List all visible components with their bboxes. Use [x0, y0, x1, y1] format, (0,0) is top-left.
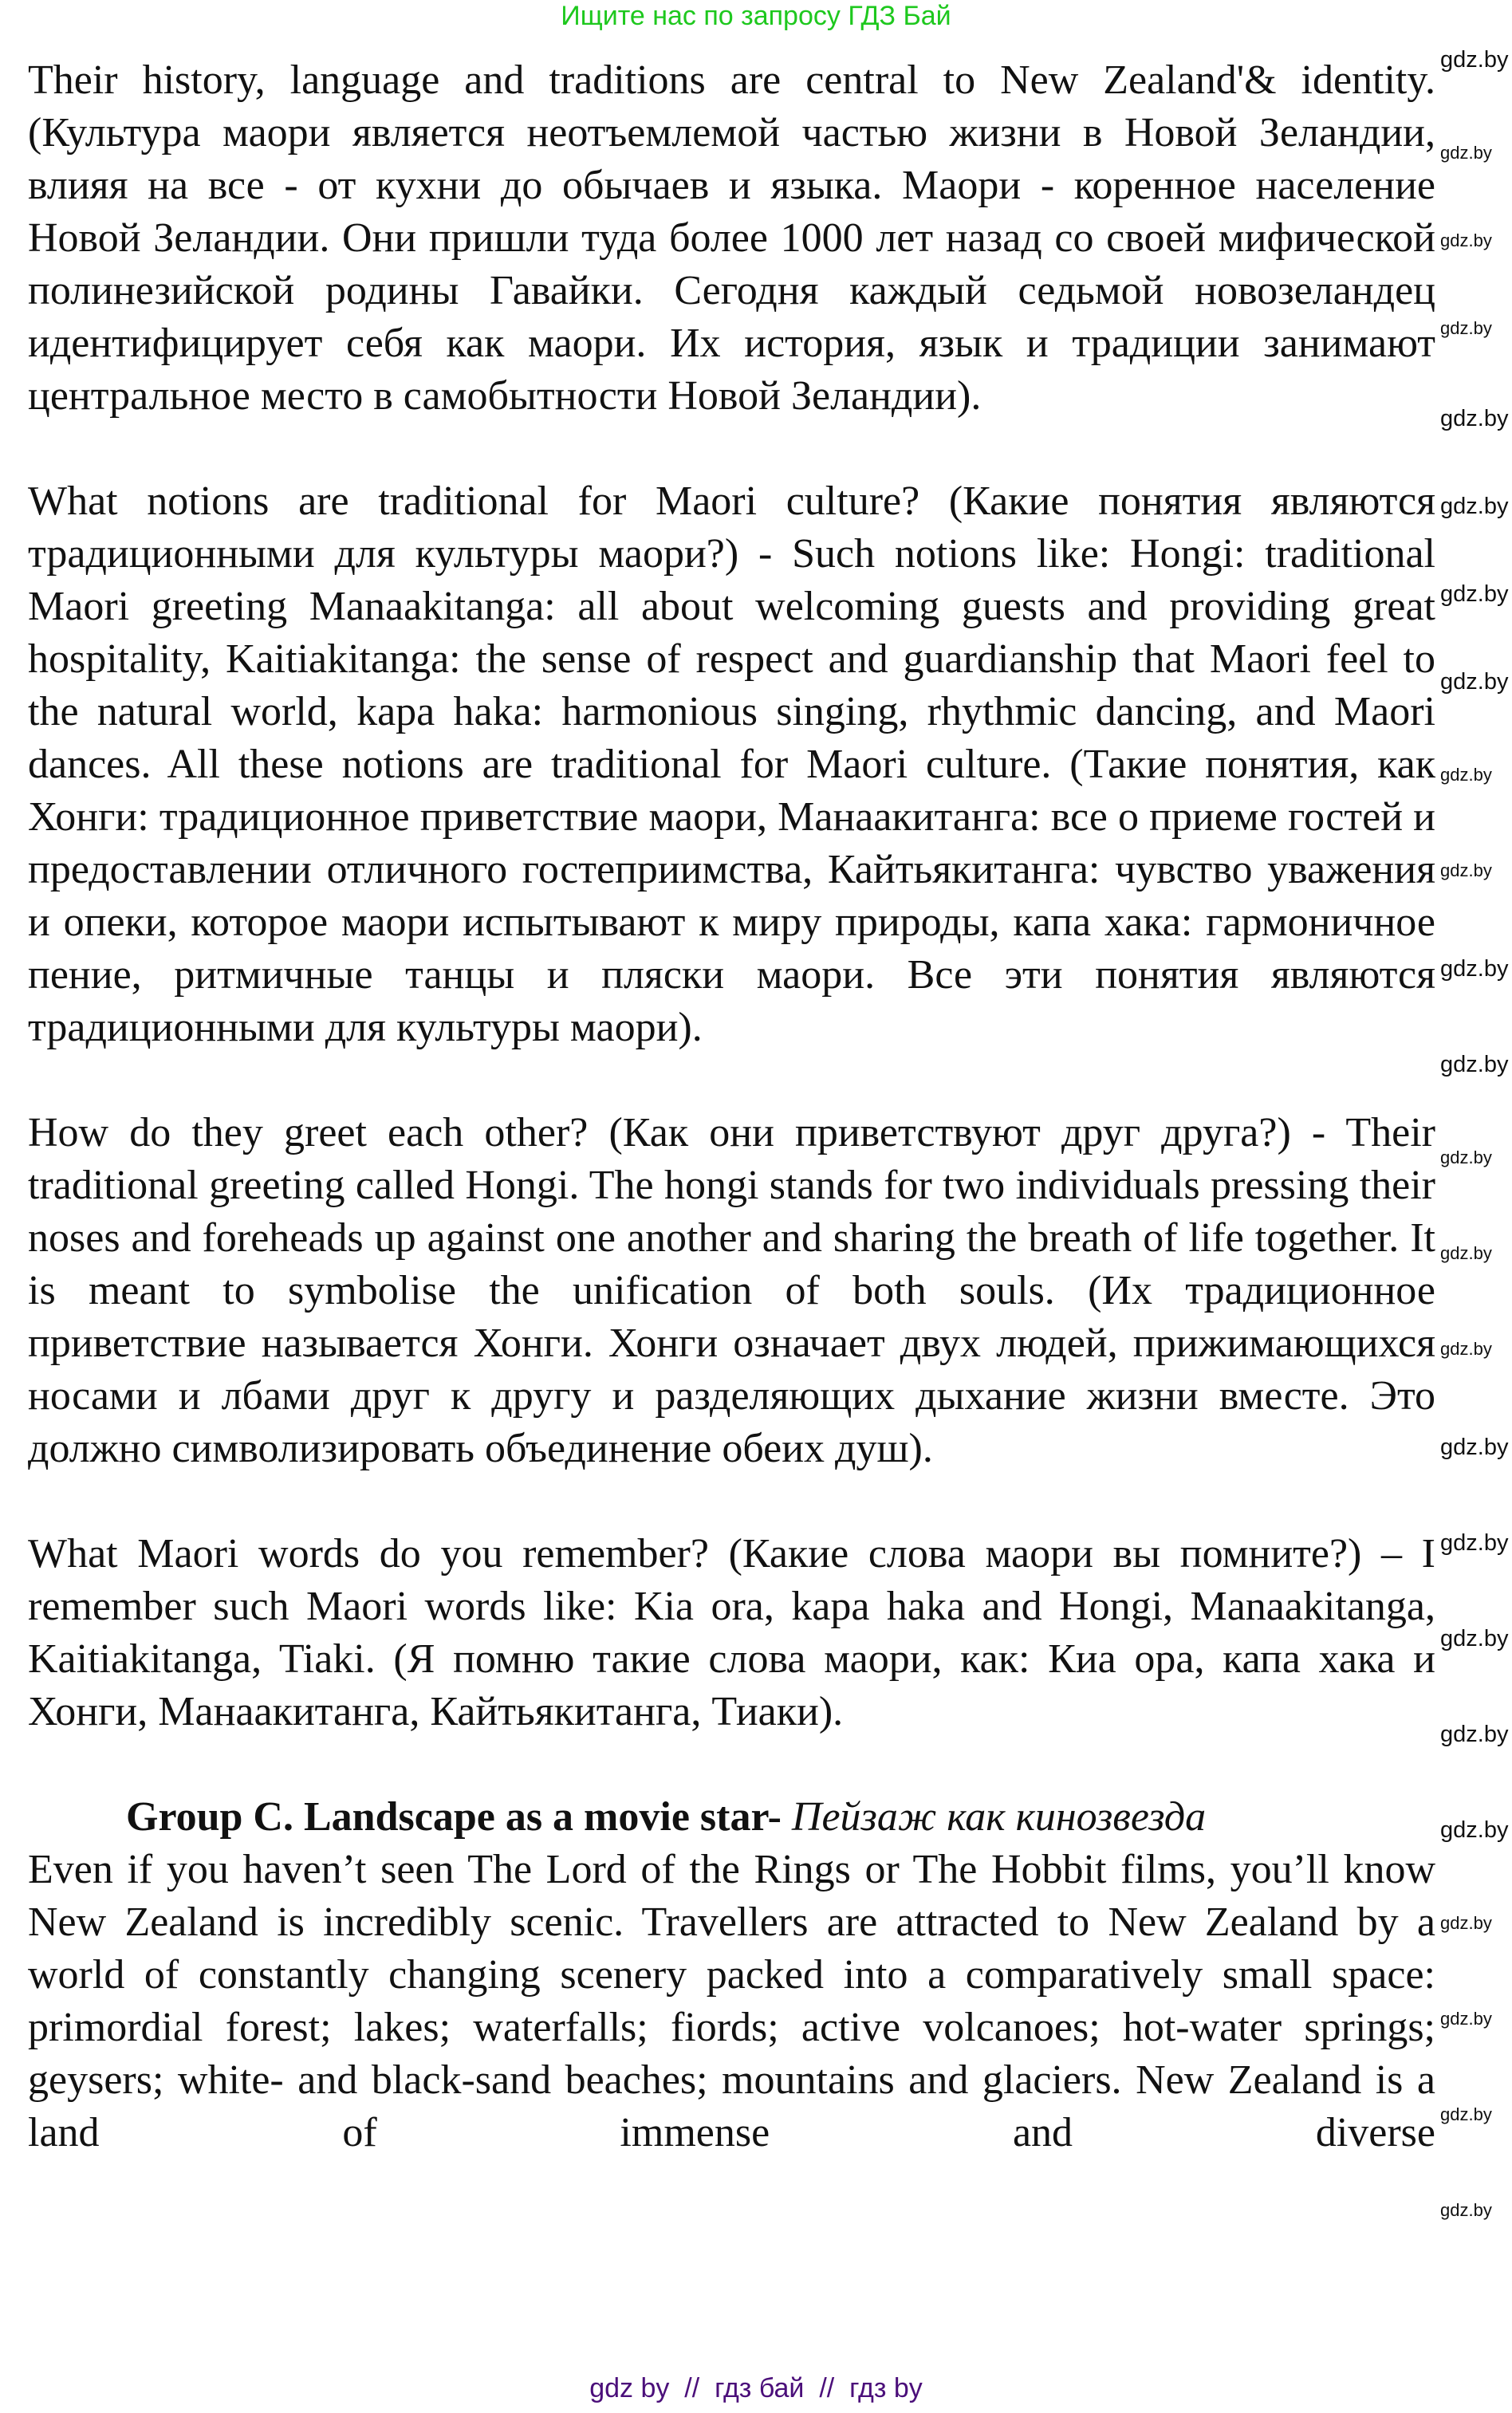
watermark: gdz.by: [1440, 2200, 1492, 2220]
watermark: gdz.by: [1440, 1052, 1509, 1077]
watermark: gdz.by: [1440, 406, 1509, 431]
paragraph-maori-culture: Their history, language and traditions are central to New Zealand'& identity. (Культура маори является неотъемлемой частью жизни в Новой Зеландии, влияя на все - от кухни до обычаев и языка. Маори - коренное население Новой Зеландии. Они пришли туда более 1000 лет назад со своей мифической полинезийской родины Гавайки. Сегодня каждый седьмой новозеландец идентифицирует себя как маори. Их история, язык и традиции занимают центральное место в самобытности Новой Зеландии).: [28, 57, 1435, 419]
watermark: gdz.by: [1440, 1147, 1492, 1167]
watermark: gdz.by: [1440, 494, 1509, 519]
watermark: gdz.by: [1440, 581, 1509, 607]
section-title-ru: Пейзаж как кинозвезда: [781, 1794, 1207, 1840]
paragraph-greeting: How do they greet each other? (Как они приветствуют друг друга?) - Their traditional greeting called Hongi. The hongi stands for two individuals pressing their noses and foreheads up against one another and sharing the breath of life together. It is meant to symbolise the unification of both souls. (Их традиционное приветствие называется Хонги. Хонги означает двух людей, прижимающихся носами и лбами друг к другу и разделяющих дыхание жизни вместе. Это должно символизировать объединение обеих душ).: [28, 1110, 1435, 1471]
watermark: gdz.by: [1440, 1530, 1509, 1556]
paragraph-maori-words: What Maori words do you remember? (Какие слова маори вы помните?) – I remember such Maori words like: Kia ora, kapa haka and Hongi, Manaakitanga, Kaitiakitanga, Tiaki. (Я помню такие слова маори, как: Киа ора, капа хака и Хонги, Манаакитанга, Кайтьякитанга, Тиаки).: [28, 1531, 1435, 1734]
watermark: gdz.by: [1440, 318, 1492, 338]
watermark: gdz.by: [1440, 669, 1509, 695]
watermark: gdz.by: [1440, 1243, 1492, 1263]
watermark: gdz.by: [1440, 2104, 1492, 2124]
watermark: gdz.by: [1440, 765, 1492, 785]
watermark: gdz.by: [1440, 1722, 1509, 1747]
watermark: gdz.by: [1440, 1435, 1509, 1460]
watermark: gdz.by: [1440, 47, 1509, 73]
watermark: gdz.by: [1440, 1339, 1492, 1359]
watermark: gdz.by: [1440, 230, 1492, 250]
paragraph-traditional-notions: What notions are traditional for Maori culture? (Какие понятия являются традиционными для культуры маори?) - Such notions like: Hongi: traditional Maori greeting Manaakitanga: all about welcoming guests and providing great hospitality, Kaitiakitanga: the sense of respect and guardianship that Maori feel to the natural world, kapa haka: harmonious singing, rhythmic dancing, and Maori dances. All these notions are traditional for Maori culture. (Такие понятия, как Хонги: традиционное приветствие маори, Манаакитанга: все о приеме гостей и предоставлении отличного гостеприимства, Кайтьякитанга: чувство уважения и опеки, которое маори испытывают к миру природы, капа хака: гармоничное пение, ритмичные танцы и пляски маори. Все эти понятия являются традиционными для культуры маори).: [28, 478, 1435, 1050]
watermark: gdz.by: [1440, 143, 1492, 163]
section-heading: [28, 1791, 1435, 1844]
watermark: gdz.by: [1440, 956, 1509, 982]
paragraph-landscape: Even if you haven’t seen The Lord of the Rings or The Hobbit films, you’ll know New Zealand is incredibly scenic. Travellers are attracted to New Zealand by a world of constantly changing scenery packed into a comparatively small space: primordial forest; lakes; waterfalls; fiords; active volcanoes; hot-water springs; geysers; white- and black-sand beaches; mountains and glaciers. New Zealand is a land of immense and diverse: [28, 1847, 1435, 2155]
search-banner: Ищите нас по запросу ГДЗ Бай: [561, 1, 951, 31]
watermark: gdz.by: [1440, 2009, 1492, 2029]
watermark: gdz.by: [1440, 1626, 1509, 1651]
watermark: gdz.by: [1440, 860, 1492, 880]
watermark: gdz.by: [1440, 1817, 1509, 1843]
document-body: [28, 54, 1435, 2159]
watermark: gdz.by: [1440, 1913, 1492, 1933]
section-title-en: Group C. Landscape as a movie star-: [126, 1794, 782, 1840]
footer-banner: gdz by // гдз бай // гдз by: [589, 2373, 923, 2403]
